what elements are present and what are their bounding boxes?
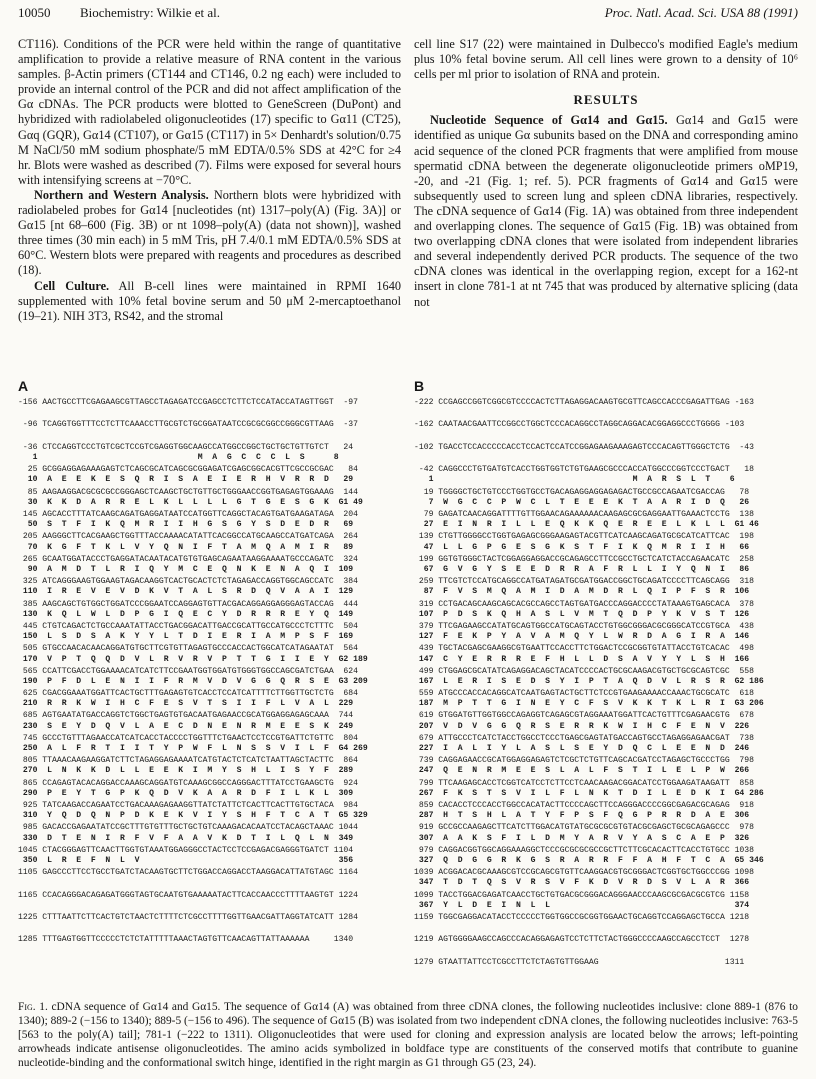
left-column xyxy=(18,37,401,324)
nucleotide-row: 1219 AGTGGGGAAGCCAGCCCACAGGAGAGTCCTCTTCTACTGGGCCCCAAGCCAGCCTCCT 1278 xyxy=(414,935,750,945)
sequence-line xyxy=(18,779,403,801)
sequence-line xyxy=(414,891,799,913)
culture-continuation: cell line S17 (22) were maintained in Dulbecco's modified Eagle's medium plus 10% fetal bovine serum. All cell lines were grown to a density of 10⁶ cells per ml prior to isolation of RNA and protein. xyxy=(414,37,798,82)
nucleotide-row: 745 GCCCTGTTTAGAACCATCATCACCTACCCCTGGTTTCTGAACTCCTCCGTGATTCTGTTC 804 xyxy=(18,733,358,743)
amino-acid-row: 230 S E Y D Q V L A E C D N E N R M E E S K 249 xyxy=(18,721,354,731)
sequence-line xyxy=(18,734,403,756)
sequence-line xyxy=(18,555,403,577)
section-title-results: RESULTS xyxy=(573,92,639,108)
sequence-line xyxy=(414,667,799,689)
amino-acid-row: 247 Q E N R M E E S L A L F S T I L E L P W 266 xyxy=(414,766,750,776)
nucleotide-row: 679 ATTGCCCTCATCTACCTGGCCTCCCTGAGCGAGTATGACCAGTGCCTAGAGGAGAACGAT 738 xyxy=(414,733,754,743)
running-header xyxy=(18,5,798,25)
amino-acid-row xyxy=(18,946,403,956)
amino-acid-row: 87 F V S M Q A M I D A M D R L Q I P F S R 106 xyxy=(414,587,750,597)
northern-text: Northern blots were hybridized with radiolabeled probes for Gα14 [nucleotides (nt) 1317–poly(A) (Fig. 3A)] or Gα15 [nt 68–600 (Fig. 3B) or nt 1098–poly(A) (data not shown)], washed three times (30 min each) in 5 mM Tris, pH 7.4/0.1 mM EDTA/0.5% SDS at 60°C. Western blots were prepared with reagents and procedures as described (18). xyxy=(18,187,402,278)
sequence-line xyxy=(18,644,403,666)
amino-acid-row: 10 A E E K E S Q R I S A E I E R H V R R D 29 xyxy=(18,475,354,485)
amino-acid-row xyxy=(414,946,799,956)
amino-acid-row: 367 Y L D E I N L L 374 xyxy=(414,900,750,910)
nucleotide-row: -96 TCAGGTGGTTTCCTCTTCAAACCTTGCGTCTGCGGATAATCCGCGCGGCCGGGCGTTAAG -37 xyxy=(18,420,358,430)
sequence-line xyxy=(414,555,799,577)
methods-paragraph-culture xyxy=(18,279,401,324)
sequence-line xyxy=(414,420,799,442)
nucleotide-row: -102 TGACCTCCACCCCCACCTCCACTCCATCCGGAGAAGAAAGAGTCCCACAGTTGGGCTCTG -43 xyxy=(414,442,754,452)
sequence-line xyxy=(414,935,799,957)
amino-acid-row: 307 A A K S F I L D M Y A R V Y A S C A E P 326 xyxy=(414,833,750,843)
sequence-line xyxy=(18,711,403,733)
right-column xyxy=(414,37,798,310)
nucleotide-row: 979 CAGGACGGTGGCAGGAAAGGCTCCCGCGCGCGCCGCTTCTTCGCACACTTCACCTGTGCC 1038 xyxy=(414,845,754,855)
amino-acid-row xyxy=(18,878,403,888)
nucleotide-row: 19 TGGGGCTGCTGTCCCTGGTGCCTGACAGAGGAGGAGAGACTGCCGCCAGAATCGACCAG 78 xyxy=(414,487,750,497)
sequence-line xyxy=(18,622,403,644)
sequence-line xyxy=(414,734,799,756)
figure-caption xyxy=(18,1001,798,1071)
amino-acid-row: 350 L R E F N L V 356 xyxy=(18,856,354,866)
sequence-line xyxy=(18,935,403,957)
nucleotide-row: 1225 CTTTAATTCTTCACTGTCTAACTCTTTTCTCGCCTTTTGGTTGAACGATTAGGTATCATT 1284 xyxy=(18,912,358,922)
methods-paragraph-pcr: CT116). Conditions of the PCR were held within the range of quantitative amplification to provide a relative measure of RNA content in the various samples. β-Actin primers (CT144 and CT146, 0.2 ng each) were included to provide an internal control of the PCR and did not affect amplification of the Gα cDNAs. The PCR products were blotted to GeneScreen (DuPont) and hybridized with radiolabeled oligonucleotides (17) specific to Gα11 (CT25), Gαq (GQR), Gα14 (CT107), or Gα15 (CT117) in 5× Denhardt's solution/0.75 M NaCl/50 mM sodium phosphate/5 mM EDTA/0.5% SDS at 42°C for ≥4 hr. Blots were washed as described (7). Films were exposed for several hours with intensifying screens at −70°C. xyxy=(18,37,401,187)
sequence-line xyxy=(414,644,799,666)
amino-acid-row: 347 T D T Q S V R S V F K D V R D S V L A R 366 xyxy=(414,878,750,888)
amino-acid-row: 327 Q D G G R K G S R A R R F F A H F T C A G5 346 xyxy=(414,856,764,866)
amino-acid-row: 7 W G C C P W C L T E E E K T A A R I D Q 26 xyxy=(414,497,750,507)
amino-acid-row: 147 C Y E R R R E F H L L D S A V Y Y L S H 166 xyxy=(414,654,750,664)
nucleotide-row: 25 GCGGAGGAGAAAGAGTCTCAGCGCATCAGCGCGGAGATCGAGCGGCACGTTCGCCGCGAC 84 xyxy=(18,465,358,475)
sequence-line xyxy=(18,846,403,868)
nucleotide-row: 499 CTGGAGCGCATATCAGAGGACAGCTACATCCCCACTGCGCAAGACGTGCTGCGCAGTCGC 558 xyxy=(414,666,754,676)
amino-acid-row: 150 L S D S A K Y Y L T D I E R I A M P S F 169 xyxy=(18,632,354,642)
nucleotide-row: 1045 CTACGGGAGTTCAACTTGGTGTAAATGGAGGGCCTACTCCTCCGAGACGAGGGTGATCT 1104 xyxy=(18,845,354,855)
nucleotide-row: 685 AGTGAATATGACCAGGTCTGGCTGAGTGTGACAATGAGAACCGCATGGAGGAGAGCAAA 744 xyxy=(18,711,354,721)
nucleotide-row: 199 GGTGTGGGCTACTCGGAGGAGGACCGCAGAGCCTTCCGCCTGCTCATCTACCAGAACATC 258 xyxy=(414,554,754,564)
sequence-line xyxy=(414,465,799,487)
sequence-line xyxy=(414,443,799,465)
amino-acid-row: 107 P D S K Q H A S L V M T Q D P Y K V S T 126 xyxy=(414,609,750,619)
nucleotide-row: 1285 TTTGAGTGGTTCCCCCTCTCTATTTTTAAACTAGTGTTCAACAGTTATTAAAAAA 1340 xyxy=(18,935,354,945)
sequence-line xyxy=(18,667,403,689)
amino-acid-row xyxy=(18,901,403,911)
nucleotide-row: 385 AAGCAGCTGTGGCTGGATCCCGGAATCCAGGAGTGTTACGACAGGAGGAGGGAGTACCAG 444 xyxy=(18,599,358,609)
sequence-line xyxy=(414,913,799,935)
sequence-line xyxy=(18,443,403,465)
results-text: Gα14 and Gα15 were identified as unique Gα subunits based on the DNA and corresponding amino acid sequence of the cloned PCR fragments that were amplified from mouse spermatid cDNA between the degenerate oligonucleotide primers oMP19, -20, and -21 (Fig. 1; ref. 5). PCR fragments of Gα14 and Gα15 were subsequently used to screen lung and spleen cDNA libraries, respectively. The cDNA sequence of Gα14 (Fig. 1A) was obtained from three independent and overlapping clones. The sequence of Gα15 (Fig. 1B) was obtained from two overlapping cDNA clones that were isolated from independent libraries and several independently derived PCR products. The sequence of the two cDNA clones was identical in the overlapping region, except for a 162-nt insert in clone 781-1 at nt 745 that was produced by alternative splicing (data not xyxy=(414,113,798,309)
results-paragraph xyxy=(414,113,798,309)
sequence-line xyxy=(18,398,403,420)
sequence-line xyxy=(18,420,403,442)
caption-text: cDNA sequence of Gα14 and Gα15. The sequence of Gα14 (A) was obtained from three cDNA clones, the following nucleotides inclusive: clone 889-1 (876 to 1340); 889-2 (−156 to 1340); 889-5 (−156 to 496). The sequence of Gα15 (B) was isolated from two independent cDNA clones, the following nucleotides inclusive: 763-5 [563 to the poly(A) tail]; 781-1 (−222 to 1311). Oligonucleotides that were used for cloning and expression analysis are located below the arrows; left-pointing arrowheads indicate antisense oligonucleotides. The amino acids symbolized in boldface type are constituents of the conserved motifs that contribute to guanine nucleotide-binding and the conformational switch hinge, identified in the right margin as G1 through G5 (23, 24). xyxy=(18,1001,799,1069)
sequence-line xyxy=(414,510,799,532)
amino-acid-row: 27 E I N R I L L E Q K K Q E R E E L K L L G1 46 xyxy=(414,520,759,530)
amino-acid-row: 30 K K D A R R E L K L L L L G T G E S G K G1 49 xyxy=(18,497,363,507)
amino-acid-row: 207 V D V G G Q R S E R R K W I H C F E N V 226 xyxy=(414,721,750,731)
sequence-line xyxy=(414,801,799,823)
sequence-line xyxy=(414,532,799,554)
amino-acid-row: 290 P E Y T G P K Q D V K A A R D F I L K L 309 xyxy=(18,788,354,798)
sequence-line xyxy=(18,488,403,510)
amino-acid-row: 170 V P T Q Q D V L R V R V P T T G I I E Y G2 189 xyxy=(18,654,368,664)
nucleotide-row: 139 CTGTTGGGGCCTGGTGAGAGCGGGAAGAGTACGTTCATCAAGCAGATGCGCATCATTCAC 198 xyxy=(414,532,754,542)
nucleotide-row: 619 GTGGATGTTGGTGGCCAGAGGTCAGAGCGTAGGAAATGGATTCACTGTTTCGAGAACGTG 678 xyxy=(414,711,754,721)
nucleotide-row: 1279 GTAATTATTCCTCGCCTTCTCTAGTGTTGGAAG 1311 xyxy=(414,957,745,967)
sequence-line xyxy=(18,577,403,599)
amino-acid-row: 250 A L F R T I I T Y P W F L N S S V I L F G4 269 xyxy=(18,744,368,754)
nucleotide-row: 565 CCATTCGACCTGGAAAACATCATCTTCCGAATGGTGGATGTGGGTGGCCAGCGATCTGAA 624 xyxy=(18,666,358,676)
nucleotide-row: 865 CCAGAGTACACAGGACCAAAGCAGGATGTCAAAGCGGCCAGGGACTTTATCCTGAAGCTG 924 xyxy=(18,778,358,788)
nucleotide-row: 145 AGCACCTTTATCAAGCAGATGAGGATAATCCATGGTTCAGGCTACAGTGATGAAGATAGA 204 xyxy=(18,509,358,519)
sequence-line xyxy=(18,689,403,711)
nucleotide-row: 439 TGCTACGAGCGAAGGCGTGAATTCCACCTTCTGGACTCCGCGGTGTATTACCTGTCACAC 498 xyxy=(414,644,754,654)
nucleotide-row: 259 TTCGTCTCCATGCAGGCCATGATAGATGCGATGGACCGGCTGCAGATCCCCTTCAGCAGG 318 xyxy=(414,577,754,587)
sequence-line xyxy=(18,891,403,913)
amino-acid-row: 330 D T E N I R F V F A A V K D T I L Q L N 349 xyxy=(18,833,354,843)
caption-label: Fig. 1. xyxy=(18,1001,48,1013)
sequence-line xyxy=(18,600,403,622)
nucleotide-row: 265 GCAATGGATACCCTGAGGATACAATACATGTGTGAGCAGAATAAGGAAAATGCCCAGATC 324 xyxy=(18,554,358,564)
nucleotide-row: 559 ATGCCCACCACAGGCATCAATGAGTACTGCTTCTCCGTGAAGAAAACCAAACTGCGCATC 618 xyxy=(414,689,754,699)
sequence-panel-b xyxy=(414,398,799,980)
amino-acid-row: 310 Y Q D Q N P D K E K V I Y S H F T C A T G5 329 xyxy=(18,811,368,821)
sequence-line xyxy=(18,510,403,532)
nucleotide-row: 1039 ACGGACACGCAAAGCGTCCGCAGCGTGTTCAAGGACGTGCGGGACTCGGTGCTGGCCCGG 1098 xyxy=(414,868,754,878)
sequence-line xyxy=(414,779,799,801)
amino-acid-row xyxy=(18,923,403,933)
sequence-line xyxy=(18,756,403,778)
northern-heading: Northern and Western Analysis. xyxy=(34,187,209,202)
nucleotide-row: 799 TTCAAGAGCACCTCGGTCATCCTCTTCCTCAACAAGACGGACATCCTGGAAGATAAGATT 858 xyxy=(414,778,754,788)
page-number: 10050 xyxy=(18,5,51,20)
amino-acid-row xyxy=(18,431,403,441)
sequence-line xyxy=(18,532,403,554)
amino-acid-row xyxy=(414,453,799,463)
nucleotide-row: 379 TTCGAGAAGCCATATGCAGTGGCCATGCAGTACCTGTGGCGGGACGCGGGCATCCGTGCA 438 xyxy=(414,621,754,631)
sequence-line xyxy=(18,823,403,845)
amino-acid-row: 90 A M D T L R I Q Y M C E Q N K E N A Q I 109 xyxy=(18,564,354,574)
amino-acid-row: 190 P F D L E N I I F R M V D V G G Q R S E G3 209 xyxy=(18,676,368,686)
nucleotide-row: 805 TTAAACAAGAAGGATCTTCTAGAGGAGAAAATCATGTACTCTCATCTAATTAGCTACTTC 864 xyxy=(18,756,358,766)
amino-acid-row: 70 K G F T K L V Y Q N I F T A M Q A M I R 89 xyxy=(18,542,354,552)
sequence-line xyxy=(414,823,799,845)
nucleotide-row: -222 CCGAGCCGGTCGGCGTCCCCACTCTTAGAGGACAAGTGCGTTCAGCCACCCGAGATTGAG -163 xyxy=(414,398,754,407)
nucleotide-row: 85 AAGAAGGACGCGCGCCGGGAGCTCAAGCTGCTGTTGCTGGGAACCGGTGAGAGTGGAAAG 144 xyxy=(18,487,358,497)
amino-acid-row: 270 L N K K D L L E E K I M Y S H L I S Y F 289 xyxy=(18,766,354,776)
sequence-line xyxy=(18,801,403,823)
sequence-line xyxy=(414,756,799,778)
amino-acid-row xyxy=(414,968,799,978)
sequence-line xyxy=(414,868,799,890)
nucleotide-row: 859 CACACCTCCCACCTGGCCACATACTTCCCCAGCTTCCAGGGACCCCGGCGAGACGCAGAG 918 xyxy=(414,801,754,811)
panel-b-label: B xyxy=(414,378,425,394)
sequence-line xyxy=(414,600,799,622)
nucleotide-row: 79 GAGATCAACAGGATTTTGTTGGAACAGAAAAAACAAGAGCGCGAGGAATTGAAACTCCTG 138 xyxy=(414,509,754,519)
journal-reference: Proc. Natl. Acad. Sci. USA 88 (1991) xyxy=(604,5,798,20)
nucleotide-row: 205 AAGGGCTTCACGAAGCTGGTTTACCAAAACATATTCACGGCCATGCAAGCCATGATCAGA 264 xyxy=(18,532,358,542)
amino-acid-row xyxy=(414,408,799,418)
sequence-line xyxy=(414,711,799,733)
panel-a-label: A xyxy=(18,378,29,394)
amino-acid-row: 67 G V G Y S E E D R R A F R L L I Y Q N I 86 xyxy=(414,564,750,574)
nucleotide-row: 1159 TGGCGAGGACATACCTCCCCCTGGTGGCCGCGGTGGAACTGCAGGTCCAGGAGCTGCCA 1218 xyxy=(414,912,750,922)
nucleotide-row: 985 GACACCGAGAATATCCGCTTTGTGTTTGCTGCTGTCAAAGACACAATCCTACAGCTAAAC 1044 xyxy=(18,823,358,833)
amino-acid-row: 287 H T S H L A T Y F P S F Q G P R R D A E 306 xyxy=(414,811,750,821)
running-head: Biochemistry: Wilkie et al. xyxy=(80,5,221,20)
nucleotide-row: 505 GTGCCAACACAACAGGATGTGCTTCGTGTTAGAGTGCCCACCACTGGCATCATAGAATAT 564 xyxy=(18,644,358,654)
sequence-panel-a xyxy=(18,398,403,958)
sequence-line xyxy=(414,689,799,711)
amino-acid-row: 227 I A L I Y L A S L S E Y D Q C L E E N D 246 xyxy=(414,744,750,754)
amino-acid-row: 1 M A R S L T 6 xyxy=(414,475,735,485)
nucleotide-row: 925 TATCAAGACCAGAATCCTGACAAAGAGAAGGTTATCTATTCTCACTTCACTTGTGCTACA 984 xyxy=(18,801,358,811)
nucleotide-row: 325 ATCAGGGAAGTGGAAGTAGACAAGGTCACTGCACTCTCTAGAGACCAGGTGGCAGCCATC 384 xyxy=(18,577,358,587)
sequence-line xyxy=(18,465,403,487)
methods-paragraph-northern xyxy=(18,188,401,279)
nucleotide-row: 919 GCCGCCAAGAGCTTCATCTTGGACATGTATGCGCGCGTGTACGCGAGCTGCGCAGAGCCC 978 xyxy=(414,823,754,833)
amino-acid-row xyxy=(18,408,403,418)
results-heading: Nucleotide Sequence of Gα14 and Gα15. xyxy=(430,113,668,128)
nucleotide-row: 1165 CCACAGGGACAGAGATGGGTAGTGCAATGTGAAAAATACTTCACCAACCCTTTTAAGTGT 1224 xyxy=(18,890,358,900)
amino-acid-row: 167 L E R I S E D S Y I P T A Q D V L R S R G2 186 xyxy=(414,676,764,686)
amino-acid-row: 267 F K S T S V I L F L N K T D I L E D K I G4 286 xyxy=(414,788,764,798)
sequence-line xyxy=(414,488,799,510)
amino-acid-row: 127 F E K P Y A V A M Q Y L W R D A G I R A 146 xyxy=(414,632,750,642)
culture-heading: Cell Culture. xyxy=(34,278,110,293)
amino-acid-row: 187 M P T T G I N E Y C F S V K K T K L R I G3 206 xyxy=(414,699,764,709)
nucleotide-row: -36 CTCCAGGTCCCTGTCGCTCCGTCGAGGTGGCAAGCCATGGCCGGCTGCTGCTGTTGTCT 24 xyxy=(18,442,354,452)
amino-acid-row: 130 K Q L W L D P G I Q E C Y D R R R E Y Q 149 xyxy=(18,609,354,619)
nucleotide-row: 445 CTGTCAGACTCTGCCAAATATTACCTGACGGACATTGACCGCATTGCCATGCCCTCTTTC 504 xyxy=(18,621,358,631)
nucleotide-row: 739 CAGGAGAACCGCATGGAGGAGAGTCTCGCTCTGTTCAGCACGATCCTAGAGCTGCCCTGG 798 xyxy=(414,756,754,766)
sequence-line xyxy=(414,577,799,599)
sequence-line xyxy=(414,958,799,980)
nucleotide-row: 625 CGACGGAAATGGATTCACTGCTTTGAGAGTGTCACCTCCATCATTTTCTTGGTTGCTCTG 684 xyxy=(18,689,358,699)
sequence-line xyxy=(414,846,799,868)
nucleotide-row: 1105 GAGCCCTTCCTGCCTGATCTACAAGTGCTTCTGGACCAGGACCTAAGGACATTATGTAGC 1164 xyxy=(18,868,358,878)
amino-acid-row: 210 R R K W I H C F E S V T S I I F L V A L 229 xyxy=(18,699,354,709)
nucleotide-row: 319 CCTGACAGCAAGCAGCACGCCAGCCTAGTGATGACCCAGGACCCCTATAAAGTGAGCACA 378 xyxy=(414,599,754,609)
amino-acid-row xyxy=(414,923,799,933)
amino-acid-row: 47 L L G P G E S G K S T F I K Q M R I I H 66 xyxy=(414,542,750,552)
amino-acid-row xyxy=(414,431,799,441)
sequence-line xyxy=(18,868,403,890)
nucleotide-row: -162 CAATAACGAATTCCGGCCTGGCTCCCACAGGCCTAGGCAGGACACGGAGGCCCTGGGG -103 xyxy=(414,420,745,430)
sequence-line xyxy=(18,913,403,935)
culture-text: All B-cell lines were maintained in RPMI 1640 supplemented with 10% fetal bovine serum and 50 μM 2-mercaptoethanol (19–21). NIH 3T3, RS42, and the stromal xyxy=(18,278,401,323)
nucleotide-row: -156 AACTGCCTTCGAGAAGCGTTAGCCTAGAGATCCGAGCCTCTTCTCCATACCATAGTTGGT -97 xyxy=(18,398,358,407)
sequence-line xyxy=(414,622,799,644)
amino-acid-row: 1 M A G C C C L S 8 xyxy=(18,452,339,462)
sequence-line xyxy=(414,398,799,420)
nucleotide-row: -42 CAGGCCCTGTGATGTCACCTGGTGGTCTGTGAAGCGCCCACCATGGCCCGGTCCCTGACT 18 xyxy=(414,465,754,475)
amino-acid-row: 110 I R E V E V D K V T A L S R D Q V A A I 129 xyxy=(18,587,354,597)
nucleotide-row: 1099 TACCTGGACGAGATCAACCTGCTGTGACGCGGGACAGGGAACCCAAGCGCGACGCGTCG 1158 xyxy=(414,890,750,900)
amino-acid-row: 50 S T F I K Q M R I I H G S G Y S D E D R 69 xyxy=(18,520,354,530)
